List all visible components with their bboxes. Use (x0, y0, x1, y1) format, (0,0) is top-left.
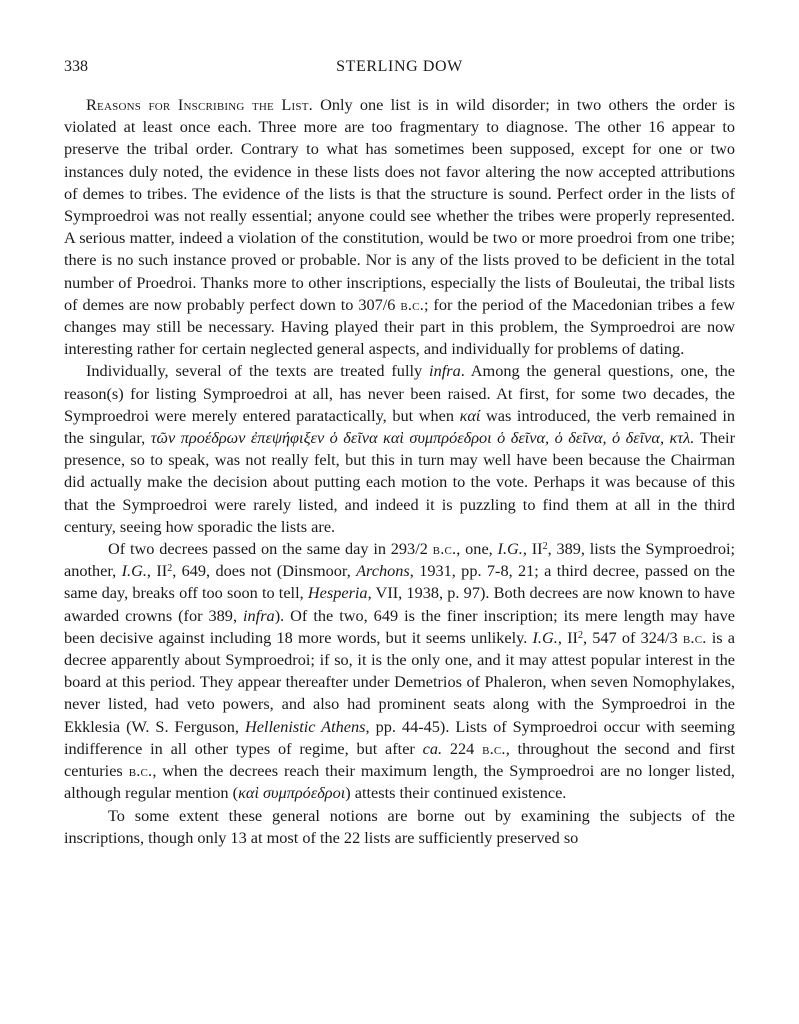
paragraph-4: To some extent these general notions are borne out by examining the subjects of the inscriptions, though only 13 at most of the 22 lists are sufficiently preserved so (64, 805, 735, 847)
paragraph-3: Of two decrees passed on the same day in 293/2 b.c., one, I.G., $II^2$, 389, lists the Symproedroi; another, I.G., $II^2$, 649, does not (Dinsmoor, Archons, 1931, pp. 7-8, 21; a third decree, passed on the same day, breaks off too soon to tell, Hesperia, VII, 1938, p. 97). Both decrees are now known to have awarded crowns (for 389, infra). Of the two, 649 is the finer inscription; its mere length may have been decisive against including 18 more words, but it seems unlikely. I.G., $II^2$, 547 of 324/3 b.c. is a decree apparently about Symproedroi; if so, it is the only one, and it may attest popular interest in the board at this period. They appear thereafter under Demetrios of Phaleron, when seven Nomophylakes, never listed, had veto powers, and also had prominent seats along with the Symproedroi in the Ekklesia (W. S. Ferguson, Hellenistic Athens, pp. 44-45). Lists of Symproedroi occur with seeming indifference in all other types of regime, but after ca. 224 b.c., throughout the second and first centuries b.c., when the decrees reach their maximum length, the Symproedroi are no longer listed, although regular mention (καὶ συμπρόεδροι) attests their continued existence. (64, 539, 736, 803)
greek-kai: καί (459, 405, 481, 425)
paragraph-1-tail: ; for the period of the Macedonian tribes a few changes may still be necessary. Having played their part in this problem, the Symproedroi are now interesting rather for certain neglected general aspects, and individually for problems of dating. (64, 294, 735, 359)
paragraph-1-text: Only one list is in wild disorder; in two others the order is violated at least once each. Three more are too fragmentary to diagnose. The other 16 appear to preserve the tribal order. Contrary to what has sometimes been supposed, except for one or two instances duly noted, the evidence in these lists does not favor altering the now accepted attributions of demes to tribes. The evidence of the lists is that the structure is sound. Perfect order in the lists of Symproedroi was not really essential; anyone could see whether the tribes were properly represented. A serious matter, indeed a violation of the constitution, would be two or more proedroi from one tribe; there is no such instance proved or probable. Nor is any of the lists proved to be deficient in the total number of Proedroi. Thanks more to other inscriptions, especially the lists of Bouleutai, the tribal lists of demes are now probably perfect down to 307/6 (64, 95, 735, 314)
running-title: STERLING DOW (336, 58, 463, 75)
era-abbrev: b.c. (400, 294, 424, 314)
page-header (64, 58, 735, 82)
greek-formula: τῶν προέδρων ἐπεψήφιξεν ὁ δεῖνα καὶ συμπρόεδροι ὁ δεῖνα, ὁ δεῖνα, ὁ δεῖνα, κτλ. (150, 428, 695, 448)
paragraph-1 (64, 94, 735, 360)
body-text (64, 94, 735, 849)
paragraph-2: Individually, several of the texts are treated fully infra. Among the general questions, one, the reason(s) for listing Symproedroi at all, has never been raised. At first, for some two decades, the Symproedroi were merely entered paratactically, but when καί was introduced, the verb remained in the singular, τῶν προέδρων ἐπεψήφιξεν ὁ δεῖνα καὶ συμπρόεδροι ὁ δεῖνα, ὁ δεῖνα, ὁ δεῖνα, κτλ. Their presence, so to speak, was not really felt, but this in turn may well have been because the Chairman did actually make the decision about putting each motion to the vote. Perhaps it was because of this that the Symproedroi were rarely listed, and indeed it is puzzling to find them at all in the third century, seeing how sporadic the lists are. (64, 361, 736, 536)
page-number: 338 (64, 58, 88, 75)
section-heading: Reasons for Inscribing the List. (86, 95, 313, 114)
infra-italic: infra (429, 361, 461, 381)
